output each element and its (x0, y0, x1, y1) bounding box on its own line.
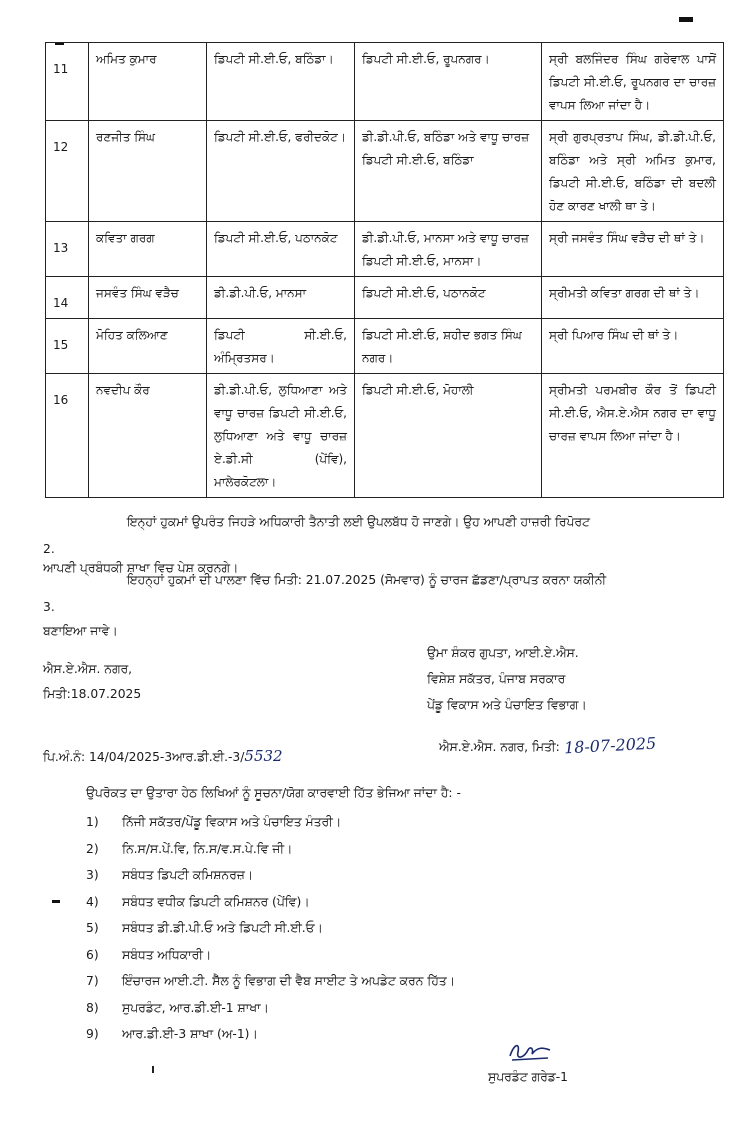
endorsement-number (43, 747, 283, 766)
list-item-text: ਇੰਚਾਰਜ ਆਈ.ਟੀ. ਸੈੱਲ ਨੂੰ ਵਿਭਾਗ ਦੀ ਵੈਬ ਸਾਈਟ ਤੇ ਅਪਡੇਟ ਕਰਨ ਹਿੱਤ। (122, 974, 455, 988)
officer-name-cell (89, 121, 207, 222)
place-text: ਐਸ.ਏ.ਐਸ. ਨਗਰ, (43, 662, 133, 676)
scan-mark (52, 900, 60, 903)
list-item (86, 842, 292, 857)
serial-number: 16 (53, 393, 69, 407)
officer-name-cell (89, 222, 207, 277)
table-row (46, 222, 724, 277)
order-date: ਮਿਤੀ:18.07.2025 (43, 687, 142, 701)
list-item-number: 4) (86, 894, 99, 909)
remarks: ਸ੍ਰੀ ਜਸਵੰਤ ਸਿੰਘ ਵੜੈਚ ਦੀ ਥਾਂ ਤੇ। (549, 231, 705, 245)
current-posting-cell (207, 319, 355, 374)
officer-name: ਜਸਵੰਤ ਸਿੰਘ ਵੜੈਚ (96, 286, 179, 300)
list-item-text: ਸੁਪਰਡੰਟ, ਆਰ.ਡੀ.ਈ-1 ਸ਼ਾਖਾ। (122, 1000, 269, 1015)
list-item-text: ਸਬੰਧਤ ਡਿਪਟੀ ਕਮਿਸ਼ਨਰਜ਼। (122, 868, 254, 882)
list-item (86, 895, 310, 910)
officer-name: ਨਵਦੀਪ ਕੌਰ (96, 383, 150, 397)
remarks-cell (542, 222, 724, 277)
new-posting: ਡਿਪਟੀ ਸੀ.ਈ.ਓ, ਮੋਹਾਲੀ (362, 383, 474, 397)
new-posting-cell (355, 374, 542, 498)
superintendent-title: ਸੁਪਰਡੰਟ ਗਰੇਡ-1 (488, 1070, 568, 1084)
current-posting: ਡਿਪਟੀ ਸੀ.ਈ.ਓ, ਫਰੀਦਕੋਟ। (214, 130, 346, 144)
remarks-cell (542, 43, 724, 121)
serial-number-cell (46, 374, 89, 498)
list-item-number: 3) (86, 868, 99, 882)
para-3-number: 3. (43, 600, 55, 614)
serial-number-cell (46, 121, 89, 222)
list-item-number: 1) (86, 815, 99, 829)
current-posting-cell (207, 222, 355, 277)
list-item-text: ਸਬੰਧਤ ਡੀ.ਡੀ.ਪੀ.ਓ ਅਤੇ ਡਿਪਟੀ ਸੀ.ਈ.ਓ। (122, 921, 323, 935)
serial-number-cell (46, 222, 89, 277)
list-item-number: 8) (86, 1000, 99, 1015)
endorsement-place-prefix: ਐਸ.ਏ.ਐਸ. ਨਗਰ, ਮਿਤੀ: (439, 740, 560, 754)
officer-name: ਕਵਿਤਾ ਗਰਗ (96, 231, 155, 245)
serial-number-cell (46, 319, 89, 374)
current-posting: ਡਿਪਟੀ ਸੀ.ਈ.ਓ, ਬਠਿੰਡਾ। (214, 52, 334, 66)
transfer-table (45, 42, 724, 498)
list-item (86, 1001, 269, 1016)
officer-name-cell (89, 319, 207, 374)
list-item-number: 5) (86, 921, 99, 935)
signatory-name: ਉਮਾ ਸ਼ੰਕਰ ਗੁਪਤਾ, ਆਈ.ਏ.ਐਸ. (427, 646, 579, 660)
list-item (86, 948, 211, 963)
table-row (46, 374, 724, 498)
para-3-line-1: ਇਹਨ੍ਹਾਂ ਹੁਕਮਾਂ ਦੀ ਪਾਲਣਾ ਵਿੱਚ ਮਿਤੀ: 21.07.2025 (ਸੋਮਵਾਰ) ਨੂੰ ਚਾਰਜ ਛੱਡਣਾ/ਪ੍ਰਾਪਤ ਕਰਨਾ ਯਕੀਨੀ (127, 573, 607, 587)
new-posting: ਡੀ.ਡੀ.ਪੀ.ਓ, ਬਠਿੰਡਾ ਅਤੇ ਵਾਧੂ ਚਾਰਜ਼ ਡਿਪਟੀ ਸੀ.ਈ.ਓ, ਬਠਿੰਡਾ (362, 130, 530, 167)
list-item-text: ਨਿੱਜੀ ਸਕੱਤਰ/ਪੇਂਡੂ ਵਿਕਾਸ ਅਤੇ ਪੰਚਾਇਤ ਮੰਤਰੀ। (122, 815, 342, 829)
serial-number: 13 (53, 241, 69, 255)
list-item (86, 1027, 258, 1042)
list-item-number: 9) (86, 1027, 99, 1041)
new-posting: ਡੀ.ਡੀ.ਪੀ.ਓ, ਮਾਨਸਾ ਅਤੇ ਵਾਧੂ ਚਾਰਜ਼ ਡਿਪਟੀ ਸੀ.ਈ.ਓ, ਮਾਨਸਾ। (362, 231, 529, 268)
table-row (46, 277, 724, 319)
endorsement-intro: ਉਪਰੋਕਤ ਦਾ ਉਤਾਰਾ ਹੇਠ ਲਿਖਿਆਂ ਨੂੰ ਸੂਚਨਾ/ਯੋਗ ਕਾਰਵਾਈ ਹਿੱਤ ਭੇਜਿਆ ਜਾਂਦਾ ਹੈ: - (86, 786, 461, 800)
remarks-cell (542, 374, 724, 498)
remarks-cell (542, 121, 724, 222)
remarks-cell (542, 319, 724, 374)
endorsement-number-prefix: ਪਿ.ਅੰ.ਨੰ: 14/04/2025-3ਆਰ.ਡੀ.ਈ.-3/ (43, 750, 245, 764)
remarks: ਸ੍ਰੀ ਬਲਜਿੰਦਰ ਸਿੰਘ ਗਰੇਵਾਲ ਪਾਸੋਂ ਡਿਪਟੀ ਸੀ.ਈ.ਓ, ਰੂਪਨਗਰ ਦਾ ਚਾਰਜ਼ ਵਾਪਸ ਲਿਆ ਜਾਂਦਾ ਹੈ। (549, 52, 716, 112)
table-row (46, 121, 724, 222)
list-item-text: ਸਬੰਧਤ ਵਧੀਕ ਡਿਪਟੀ ਕਮਿਸ਼ਨਰ (ਪੇਂਵਿ)। (122, 894, 310, 909)
remarks: ਸ੍ਰੀ ਗੁਰਪ੍ਰਤਾਪ ਸਿੰਘ, ਡੀ.ਡੀ.ਪੀ.ਓ, ਬਠਿੰਡਾ ਅਤੇ ਸ੍ਰੀ ਅਮਿਤ ਕੁਮਾਰ, ਡਿਪਟੀ ਸੀ.ਈ.ਓ, ਬਠਿੰਡਾ ਦੀ ਬਦਲੀ ਹੋਣ ਕਾਰਣ ਖਾਲੀ ਥਾ ਤੇ। (549, 130, 716, 213)
list-item (86, 868, 253, 883)
scan-mark (679, 17, 693, 22)
officer-name-cell (89, 374, 207, 498)
remarks: ਸ੍ਰੀ ਪਿਆਰ ਸਿੰਘ ਦੀ ਥਾਂ ਤੇ। (549, 328, 679, 342)
list-item-text: ਸਬੰਧਤ ਅਧਿਕਾਰੀ। (122, 947, 212, 962)
list-item-number: 7) (86, 974, 99, 988)
superintendent-signature (500, 1036, 556, 1066)
new-posting: ਡਿਪਟੀ ਸੀ.ਈ.ਓ, ਪਠਾਨਕੋਟ (362, 286, 486, 300)
table-row (46, 43, 724, 121)
serial-number-cell (46, 277, 89, 319)
new-posting-cell (355, 319, 542, 374)
scan-tick (152, 1066, 154, 1073)
current-posting: ਡੀ.ਡੀ.ਪੀ.ਓ, ਲੁਧਿਆਣਾ ਅਤੇ ਵਾਧੂ ਚਾਰਜ਼ ਡਿਪਟੀ ਸੀ.ਈ.ਓ, ਲੁਧਿਆਣਾ ਅਤੇ ਵਾਧੂ ਚਾਰਜ਼ ਏ.ਡੀ.ਸੀ (ਪੇਂਵਿ), ਮਾਲੇਰਕੋਟਲਾ। (214, 383, 347, 489)
serial-number: 15 (53, 338, 69, 352)
new-posting-cell (355, 222, 542, 277)
endorsement-date-handwritten: 18-07-2025 (563, 733, 657, 758)
serial-number: 12 (53, 140, 69, 154)
current-posting: ਡਿਪਟੀ ਸੀ.ਈ.ਓ, ਪਠਾਨਕੋਟ (214, 231, 338, 245)
list-item (86, 815, 341, 830)
current-posting-cell (207, 121, 355, 222)
current-posting: ਡੀ.ਡੀ.ਪੀ.ਓ, ਮਾਨਸਾ (214, 286, 307, 300)
list-item-text: ਆਰ.ਡੀ.ਈ-3 ਸ਼ਾਖਾ (ਅ-1)। (122, 1027, 258, 1041)
new-posting: ਡਿਪਟੀ ਸੀ.ਈ.ਓ, ਸ਼ਹੀਦ ਭਗਤ ਸਿੰਘ ਨਗਰ। (362, 328, 522, 365)
list-item-text: ਨਿ.ਸ/ਸ.ਪੇਂ.ਵਿ, ਨਿ.ਸ/ਵ.ਸ.ਪੇ.ਵਿ ਜੀ। (122, 841, 293, 856)
officer-name-cell (89, 43, 207, 121)
list-item (86, 974, 455, 989)
new-posting-cell (355, 121, 542, 222)
list-item (86, 921, 323, 936)
officer-name-cell (89, 277, 207, 319)
current-posting-cell (207, 374, 355, 498)
current-posting-cell (207, 277, 355, 319)
remarks: ਸ੍ਰੀਮਤੀ ਕਵਿਤਾ ਗਰਗ ਦੀ ਥਾਂ ਤੇ। (549, 286, 700, 300)
officer-name: ਮੋਹਿਤ ਕਲਿਆਣ (96, 328, 168, 342)
serial-number: 11 (53, 62, 69, 76)
current-posting-cell (207, 43, 355, 121)
list-item-number: 2) (86, 841, 99, 856)
table-row (46, 319, 724, 374)
officer-name: ਰਣਜੀਤ ਸਿੰਘ (96, 130, 155, 144)
current-posting: ਡਿਪਟੀ ਸੀ.ਈ.ਓ, ਅੰਮ੍ਰਿਤਸਰ। (214, 328, 347, 365)
new-posting-cell (355, 43, 542, 121)
officer-name: ਅਮਿਤ ਕੁਮਾਰ (96, 52, 157, 66)
para-3-line-2: ਬਣਾਇਆ ਜਾਵੇ। (43, 624, 118, 638)
serial-number: 14 (53, 296, 69, 310)
serial-number-cell (46, 43, 89, 121)
para-2-line-2: ਆਪਣੀ ਪ੍ਰਬੰਧਕੀ ਸ਼ਾਖਾ ਵਿਚ ਪੇਸ਼ ਕਰਨਗੇ। (43, 561, 239, 575)
signatory-designation: ਵਿਸ਼ੇਸ਼ ਸਕੱਤਰ, ਪੰਜਾਬ ਸਰਕਾਰ (427, 672, 566, 686)
para-2-number: 2. (43, 542, 55, 556)
endorsement-number-handwritten: 5532 (244, 747, 283, 765)
signatory-department: ਪੇਂਡੂ ਵਿਕਾਸ ਅਤੇ ਪੰਚਾਇਤ ਵਿਭਾਗ। (427, 698, 587, 712)
list-item-number: 6) (86, 947, 99, 962)
remarks-cell (542, 277, 724, 319)
new-posting: ਡਿਪਟੀ ਸੀ.ਈ.ਓ, ਰੂਪਨਗਰ। (362, 52, 490, 66)
new-posting-cell (355, 277, 542, 319)
para-2-line-1: ਇਨ੍ਹਾਂ ਹੁਕਮਾਂ ਉਪਰੰਤ ਜਿਹੜੇ ਅਧਿਕਾਰੀ ਤੈਨਾਤੀ ਲਈ ਉਪਲਬੱਧ ਹੋ ਜਾਣਗੇ। ਉਹ ਆਪਣੀ ਹਾਜ਼ਰੀ ਰਿਪੋਰਟ (127, 515, 590, 529)
endorsement-place-date (439, 733, 657, 758)
remarks: ਸ੍ਰੀਮਤੀ ਪਰਮਬੀਰ ਕੌਰ ਤੋਂ ਡਿਪਟੀ ਸੀ.ਈ.ਓ, ਐਸ.ਏ.ਐਸ ਨਗਰ ਦਾ ਵਾਧੂ ਚਾਰਜ਼ ਵਾਪਸ ਲਿਆ ਜਾਂਦਾ ਹੈ। (549, 383, 716, 443)
